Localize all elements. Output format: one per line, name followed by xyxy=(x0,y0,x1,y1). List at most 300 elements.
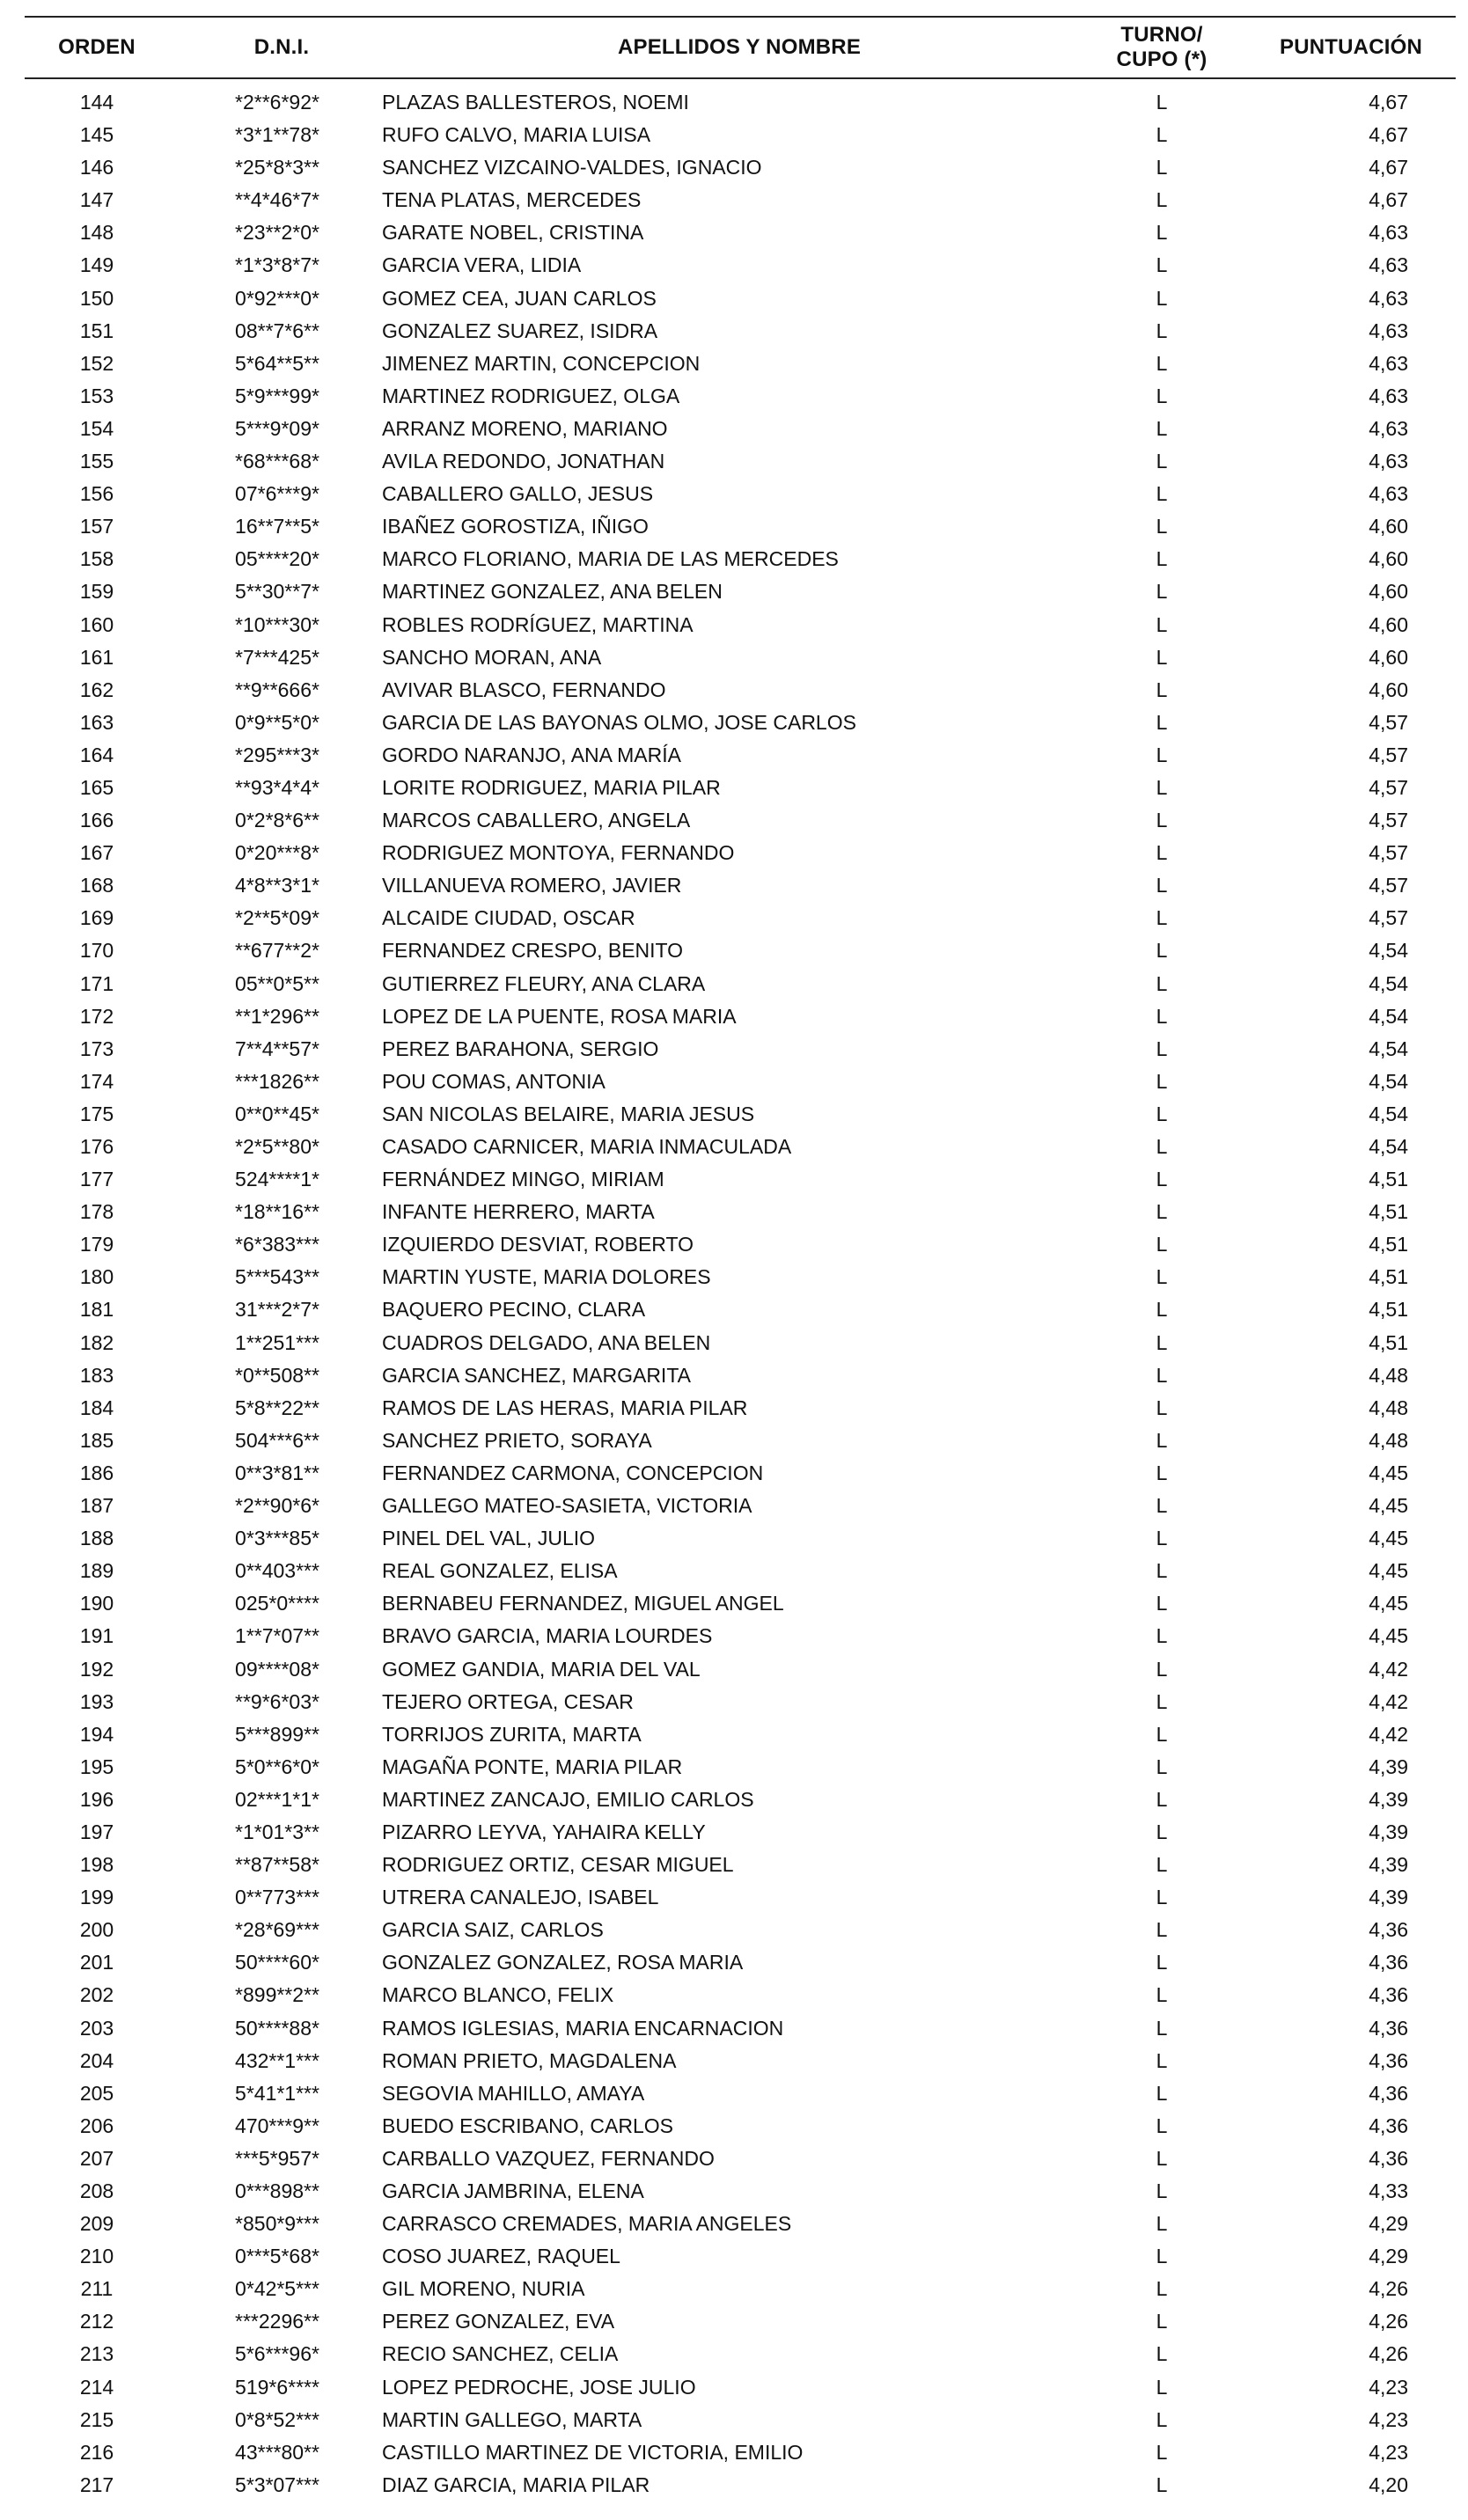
table-row xyxy=(0,1653,1468,1686)
cell-turno: L xyxy=(1156,547,1168,571)
cell-puntuacion: 4,51 xyxy=(1369,1168,1408,1191)
cell-puntuacion: 4,51 xyxy=(1369,1200,1408,1224)
cell-nombre: TENA PLATAS, MERCEDES xyxy=(382,188,642,212)
cell-orden: 192 xyxy=(79,1657,114,1681)
table-row xyxy=(0,1979,1468,2011)
cell-nombre: IZQUIERDO DESVIAT, ROBERTO xyxy=(382,1233,694,1256)
cell-nombre: RECIO SANCHEZ, CELIA xyxy=(382,2342,619,2366)
cell-nombre: MARCO FLORIANO, MARIA DE LAS MERCEDES xyxy=(382,547,839,571)
cell-nombre: VILLANUEVA ROMERO, JAVIER xyxy=(382,874,682,897)
cell-nombre: BUEDO ESCRIBANO, CARLOS xyxy=(382,2113,674,2137)
table-row xyxy=(0,1327,1468,1359)
cell-orden: 168 xyxy=(79,874,114,897)
table-row xyxy=(0,2012,1468,2045)
cell-puntuacion: 4,63 xyxy=(1369,482,1408,506)
table-row xyxy=(0,1293,1468,1326)
cell-orden: 148 xyxy=(79,221,114,245)
cell-turno: L xyxy=(1156,1886,1168,1909)
cell-puntuacion: 4,57 xyxy=(1369,809,1408,832)
cell-nombre: CASADO CARNICER, MARIA INMACULADA xyxy=(382,1135,792,1158)
cell-dni: 5*6***96* xyxy=(235,2342,319,2366)
cell-dni: *2**90*6* xyxy=(235,1494,319,1518)
table-row xyxy=(0,1914,1468,1946)
cell-nombre: LORITE RODRIGUEZ, MARIA PILAR xyxy=(382,775,721,799)
table-row xyxy=(0,902,1468,934)
cell-nombre: REAL GONZALEZ, ELISA xyxy=(382,1559,618,1583)
cell-puntuacion: 4,57 xyxy=(1369,710,1408,734)
cell-dni: 0**3*81** xyxy=(235,1461,319,1484)
table-row xyxy=(0,2045,1468,2077)
cell-puntuacion: 4,60 xyxy=(1369,612,1408,636)
cell-puntuacion: 4,51 xyxy=(1369,1298,1408,1322)
cell-puntuacion: 4,51 xyxy=(1369,1233,1408,1256)
cell-dni: *7***425* xyxy=(235,645,319,669)
cell-orden: 162 xyxy=(79,678,114,701)
cell-puntuacion: 4,54 xyxy=(1369,939,1408,963)
cell-dni: 5*41*1*** xyxy=(235,2081,319,2105)
cell-turno: L xyxy=(1156,1298,1168,1322)
table-row xyxy=(0,1620,1468,1652)
cell-nombre: ROMAN PRIETO, MAGDALENA xyxy=(382,2048,677,2072)
cell-orden: 209 xyxy=(79,2212,114,2236)
cell-turno: L xyxy=(1156,1787,1168,1811)
cell-orden: 198 xyxy=(79,1853,114,1877)
cell-orden: 182 xyxy=(79,1330,114,1354)
table-header xyxy=(0,18,1468,77)
cell-orden: 183 xyxy=(79,1363,114,1387)
cell-dni: *6*383*** xyxy=(235,1233,319,1256)
cell-turno: L xyxy=(1156,450,1168,473)
cell-turno: L xyxy=(1156,1428,1168,1452)
table-row xyxy=(0,86,1468,119)
cell-orden: 156 xyxy=(79,482,114,506)
cell-puntuacion: 4,36 xyxy=(1369,2016,1408,2040)
cell-dni: 1**251*** xyxy=(235,1330,319,1354)
cell-dni: 5***543** xyxy=(235,1265,319,1289)
cell-dni: *850*9*** xyxy=(235,2212,319,2236)
cell-turno: L xyxy=(1156,253,1168,277)
cell-orden: 170 xyxy=(79,939,114,963)
cell-turno: L xyxy=(1156,939,1168,963)
table-row xyxy=(0,216,1468,249)
cell-orden: 167 xyxy=(79,841,114,865)
cell-orden: 193 xyxy=(79,1689,114,1713)
table-row xyxy=(0,2208,1468,2240)
cell-dni: 5*9***99* xyxy=(235,384,319,407)
cell-turno: L xyxy=(1156,319,1168,342)
cell-dni: 0**403*** xyxy=(235,1559,319,1583)
table-row xyxy=(0,2371,1468,2404)
cell-turno: L xyxy=(1156,1754,1168,1778)
cell-nombre: GARCIA SAIZ, CARLOS xyxy=(382,1918,604,1942)
table-row xyxy=(0,510,1468,543)
cell-nombre: SEGOVIA MAHILLO, AMAYA xyxy=(382,2081,645,2105)
table-row xyxy=(0,184,1468,216)
cell-puntuacion: 4,23 xyxy=(1369,2407,1408,2431)
cell-puntuacion: 4,36 xyxy=(1369,2081,1408,2105)
cell-nombre: CARBALLO VAZQUEZ, FERNANDO xyxy=(382,2146,715,2170)
cell-turno: L xyxy=(1156,580,1168,604)
cell-orden: 177 xyxy=(79,1168,114,1191)
cell-turno: L xyxy=(1156,971,1168,995)
cell-dni: *899**2** xyxy=(235,1983,319,2007)
table-row xyxy=(0,2305,1468,2338)
cell-turno: L xyxy=(1156,2472,1168,2496)
cell-orden: 147 xyxy=(79,188,114,212)
cell-turno: L xyxy=(1156,743,1168,766)
cell-nombre: MAGAÑA PONTE, MARIA PILAR xyxy=(382,1754,683,1778)
cell-puntuacion: 4,57 xyxy=(1369,775,1408,799)
cell-dni: 5***899** xyxy=(235,1722,319,1746)
cell-turno: L xyxy=(1156,1722,1168,1746)
cell-puntuacion: 4,26 xyxy=(1369,2342,1408,2366)
table-row xyxy=(0,2077,1468,2110)
cell-puntuacion: 4,54 xyxy=(1369,971,1408,995)
cell-orden: 187 xyxy=(79,1494,114,1518)
cell-orden: 202 xyxy=(79,1983,114,2007)
cell-orden: 185 xyxy=(79,1428,114,1452)
cell-puntuacion: 4,36 xyxy=(1369,1951,1408,1974)
table-row xyxy=(0,249,1468,282)
cell-orden: 194 xyxy=(79,1722,114,1746)
cell-dni: 0*2*8*6** xyxy=(235,809,319,832)
table-row xyxy=(0,772,1468,804)
table-row xyxy=(0,1163,1468,1196)
cell-nombre: GORDO NARANJO, ANA MARÍA xyxy=(382,743,681,766)
cell-turno: L xyxy=(1156,1363,1168,1387)
table-row xyxy=(0,674,1468,707)
cell-dni: **677**2* xyxy=(235,939,319,963)
cell-turno: L xyxy=(1156,1820,1168,1843)
table-row xyxy=(0,1816,1468,1849)
cell-nombre: PINEL DEL VAL, JULIO xyxy=(382,1527,596,1550)
cell-orden: 154 xyxy=(79,416,114,440)
cell-dni: 4*8**3*1* xyxy=(235,874,319,897)
cell-puntuacion: 4,23 xyxy=(1369,2440,1408,2464)
cell-nombre: TEJERO ORTEGA, CESAR xyxy=(382,1689,634,1713)
cell-turno: L xyxy=(1156,2245,1168,2268)
table-row xyxy=(0,1131,1468,1163)
cell-turno: L xyxy=(1156,645,1168,669)
cell-nombre: MARCO BLANCO, FELIX xyxy=(382,1983,614,2007)
cell-orden: 149 xyxy=(79,253,114,277)
table-row xyxy=(0,1555,1468,1587)
cell-nombre: GOMEZ CEA, JUAN CARLOS xyxy=(382,286,657,310)
cell-nombre: MARCOS CABALLERO, ANGELA xyxy=(382,809,691,832)
cell-turno: L xyxy=(1156,2212,1168,2236)
cell-puntuacion: 4,39 xyxy=(1369,1787,1408,1811)
cell-turno: L xyxy=(1156,416,1168,440)
table-row xyxy=(0,543,1468,575)
cell-nombre: GONZALEZ GONZALEZ, ROSA MARIA xyxy=(382,1951,744,1974)
cell-puntuacion: 4,48 xyxy=(1369,1428,1408,1452)
cell-nombre: PLAZAS BALLESTEROS, NOEMI xyxy=(382,91,689,114)
table-row xyxy=(0,282,1468,315)
cell-nombre: MARTINEZ GONZALEZ, ANA BELEN xyxy=(382,580,723,604)
cell-turno: L xyxy=(1156,1461,1168,1484)
cell-dni: 0*3***85* xyxy=(235,1527,319,1550)
cell-orden: 157 xyxy=(79,515,114,538)
table-row xyxy=(0,1261,1468,1293)
cell-dni: 5*3*07*** xyxy=(235,2472,319,2496)
cell-puntuacion: 4,51 xyxy=(1369,1265,1408,1289)
table-row xyxy=(0,1098,1468,1131)
cell-dni: *0**508** xyxy=(235,1363,319,1387)
cell-dni: 470***9** xyxy=(235,2113,319,2137)
cell-nombre: COSO JUAREZ, RAQUEL xyxy=(382,2245,620,2268)
cell-nombre: PEREZ BARAHONA, SERGIO xyxy=(382,1037,659,1060)
table-row xyxy=(0,445,1468,478)
table-row xyxy=(0,1196,1468,1228)
cell-puntuacion: 4,54 xyxy=(1369,1069,1408,1093)
cell-dni: 5***9*09* xyxy=(235,416,319,440)
cell-nombre: DIAZ GARCIA, MARIA PILAR xyxy=(382,2472,650,2496)
cell-nombre: RUFO CALVO, MARIA LUISA xyxy=(382,123,651,147)
cell-turno: L xyxy=(1156,2146,1168,2170)
table-body xyxy=(0,86,1468,2502)
cell-puntuacion: 4,60 xyxy=(1369,547,1408,571)
cell-dni: **93*4*4* xyxy=(235,775,319,799)
cell-puntuacion: 4,54 xyxy=(1369,1135,1408,1158)
cell-nombre: GARCIA SANCHEZ, MARGARITA xyxy=(382,1363,692,1387)
cell-nombre: GONZALEZ SUAREZ, ISIDRA xyxy=(382,319,658,342)
cell-turno: L xyxy=(1156,906,1168,930)
cell-dni: *28*69*** xyxy=(235,1918,319,1942)
cell-orden: 175 xyxy=(79,1102,114,1125)
cell-dni: *1*01*3** xyxy=(235,1820,319,1843)
table-row xyxy=(0,575,1468,608)
cell-orden: 186 xyxy=(79,1461,114,1484)
cell-turno: L xyxy=(1156,678,1168,701)
cell-nombre: SANCHEZ VIZCAINO-VALDES, IGNACIO xyxy=(382,156,762,179)
cell-dni: **9**666* xyxy=(235,678,319,701)
cell-nombre: GIL MORENO, NURIA xyxy=(382,2277,585,2301)
cell-puntuacion: 4,63 xyxy=(1369,286,1408,310)
cell-turno: L xyxy=(1156,1689,1168,1713)
cell-nombre: ALCAIDE CIUDAD, OSCAR xyxy=(382,906,635,930)
cell-puntuacion: 4,63 xyxy=(1369,351,1408,375)
cell-turno: L xyxy=(1156,710,1168,734)
cell-dni: 432**1*** xyxy=(235,2048,319,2072)
cell-puntuacion: 4,57 xyxy=(1369,874,1408,897)
cell-turno: L xyxy=(1156,2407,1168,2431)
cell-nombre: SANCHO MORAN, ANA xyxy=(382,645,602,669)
cell-orden: 164 xyxy=(79,743,114,766)
cell-turno: L xyxy=(1156,2310,1168,2333)
cell-orden: 205 xyxy=(79,2081,114,2105)
table-row xyxy=(0,315,1468,348)
table-row xyxy=(0,1392,1468,1425)
cell-nombre: GARCIA VERA, LIDIA xyxy=(382,253,582,277)
table-row xyxy=(0,1587,1468,1620)
cell-dni: *2**6*92* xyxy=(235,91,319,114)
cell-turno: L xyxy=(1156,1233,1168,1256)
cell-dni: 519*6**** xyxy=(235,2375,319,2399)
cell-dni: 05****20* xyxy=(235,547,319,571)
cell-puntuacion: 4,67 xyxy=(1369,188,1408,212)
cell-nombre: MARTINEZ RODRIGUEZ, OLGA xyxy=(382,384,680,407)
cell-nombre: BAQUERO PECINO, CLARA xyxy=(382,1298,646,1322)
cell-nombre: AVILA REDONDO, JONATHAN xyxy=(382,450,665,473)
cell-orden: 200 xyxy=(79,1918,114,1942)
cell-turno: L xyxy=(1156,1592,1168,1615)
cell-nombre: GALLEGO MATEO-SASIETA, VICTORIA xyxy=(382,1494,752,1518)
cell-dni: *23**2*0* xyxy=(235,221,319,245)
cell-turno: L xyxy=(1156,156,1168,179)
cell-orden: 217 xyxy=(79,2472,114,2496)
cell-orden: 161 xyxy=(79,645,114,669)
cell-dni: 16**7**5* xyxy=(235,515,319,538)
cell-puntuacion: 4,36 xyxy=(1369,2146,1408,2170)
cell-orden: 153 xyxy=(79,384,114,407)
cell-turno: L xyxy=(1156,1624,1168,1648)
cell-turno: L xyxy=(1156,809,1168,832)
cell-turno: L xyxy=(1156,1657,1168,1681)
table-row xyxy=(0,1946,1468,1979)
cell-nombre: FERNANDEZ CARMONA, CONCEPCION xyxy=(382,1461,764,1484)
table-row xyxy=(0,804,1468,837)
cell-turno: L xyxy=(1156,1330,1168,1354)
cell-dni: 05**0*5** xyxy=(235,971,319,995)
cell-nombre: TORRIJOS ZURITA, MARTA xyxy=(382,1722,642,1746)
table-row xyxy=(0,1000,1468,1033)
cell-nombre: CABALLERO GALLO, JESUS xyxy=(382,482,654,506)
cell-nombre: GARATE NOBEL, CRISTINA xyxy=(382,221,644,245)
cell-turno: L xyxy=(1156,1102,1168,1125)
cell-puntuacion: 4,60 xyxy=(1369,515,1408,538)
table-row xyxy=(0,2240,1468,2273)
table-row xyxy=(0,1425,1468,1457)
cell-puntuacion: 4,29 xyxy=(1369,2245,1408,2268)
table-row xyxy=(0,1718,1468,1751)
cell-dni: 0***5*68* xyxy=(235,2245,319,2268)
table-row xyxy=(0,1033,1468,1066)
cell-dni: 5*0**6*0* xyxy=(235,1754,319,1778)
cell-turno: L xyxy=(1156,2440,1168,2464)
header-turno xyxy=(1100,18,1223,77)
cell-orden: 208 xyxy=(79,2179,114,2202)
cell-nombre: AVIVAR BLASCO, FERNANDO xyxy=(382,678,666,701)
cell-turno: L xyxy=(1156,221,1168,245)
cell-orden: 216 xyxy=(79,2440,114,2464)
cell-dni: 5**30**7* xyxy=(235,580,319,604)
cell-orden: 195 xyxy=(79,1754,114,1778)
cell-puntuacion: 4,57 xyxy=(1369,906,1408,930)
cell-nombre: UTRERA CANALEJO, ISABEL xyxy=(382,1886,659,1909)
cell-orden: 150 xyxy=(79,286,114,310)
cell-puntuacion: 4,45 xyxy=(1369,1559,1408,1583)
cell-orden: 212 xyxy=(79,2310,114,2333)
cell-puntuacion: 4,33 xyxy=(1369,2179,1408,2202)
cell-nombre: CARRASCO CREMADES, MARIA ANGELES xyxy=(382,2212,792,2236)
cell-orden: 174 xyxy=(79,1069,114,1093)
cell-turno: L xyxy=(1156,1918,1168,1942)
cell-puntuacion: 4,48 xyxy=(1369,1363,1408,1387)
cell-nombre: MARTINEZ ZANCAJO, EMILIO CARLOS xyxy=(382,1787,754,1811)
cell-puntuacion: 4,54 xyxy=(1369,1102,1408,1125)
table-row xyxy=(0,1849,1468,1881)
cell-dni: 43***80** xyxy=(235,2440,319,2464)
cell-puntuacion: 4,54 xyxy=(1369,1037,1408,1060)
cell-orden: 171 xyxy=(79,971,114,995)
cell-orden: 189 xyxy=(79,1559,114,1583)
cell-turno: L xyxy=(1156,1527,1168,1550)
cell-orden: 180 xyxy=(79,1265,114,1289)
cell-turno: L xyxy=(1156,1396,1168,1419)
header-bottom-rule xyxy=(25,77,1456,79)
cell-orden: 176 xyxy=(79,1135,114,1158)
cell-nombre: BERNABEU FERNANDEZ, MIGUEL ANGEL xyxy=(382,1592,784,1615)
table-row xyxy=(0,1751,1468,1784)
cell-nombre: RODRIGUEZ ORTIZ, CESAR MIGUEL xyxy=(382,1853,734,1877)
cell-dni: 09****08* xyxy=(235,1657,319,1681)
cell-dni: *25*8*3** xyxy=(235,156,319,179)
cell-turno: L xyxy=(1156,384,1168,407)
cell-orden: 197 xyxy=(79,1820,114,1843)
cell-orden: 211 xyxy=(80,2277,114,2301)
cell-puntuacion: 4,63 xyxy=(1369,319,1408,342)
cell-turno: L xyxy=(1156,351,1168,375)
table-row xyxy=(0,2436,1468,2469)
cell-turno: L xyxy=(1156,1069,1168,1093)
table-row xyxy=(0,478,1468,510)
cell-dni: **87**58* xyxy=(235,1853,319,1877)
cell-dni: *3*1**78* xyxy=(235,123,319,147)
cell-orden: 159 xyxy=(79,580,114,604)
cell-nombre: FERNANDEZ CRESPO, BENITO xyxy=(382,939,684,963)
cell-orden: 158 xyxy=(79,547,114,571)
cell-turno: L xyxy=(1156,2016,1168,2040)
cell-dni: 31***2*7* xyxy=(235,1298,319,1322)
cell-orden: 203 xyxy=(79,2016,114,2040)
header-nombre: APELLIDOS Y NOMBRE xyxy=(617,35,862,59)
cell-dni: 0*20***8* xyxy=(235,841,319,865)
table-row xyxy=(0,151,1468,184)
cell-orden: 155 xyxy=(79,450,114,473)
cell-puntuacion: 4,54 xyxy=(1369,1004,1408,1028)
cell-puntuacion: 4,51 xyxy=(1369,1330,1408,1354)
cell-dni: 02***1*1* xyxy=(235,1787,319,1811)
cell-dni: 0*42*5*** xyxy=(235,2277,319,2301)
cell-nombre: GARCIA JAMBRINA, ELENA xyxy=(382,2179,644,2202)
cell-orden: 191 xyxy=(79,1624,114,1648)
cell-puntuacion: 4,57 xyxy=(1369,841,1408,865)
cell-orden: 144 xyxy=(79,91,114,114)
cell-nombre: GARCIA DE LAS BAYONAS OLMO, JOSE CARLOS xyxy=(382,710,856,734)
cell-orden: 184 xyxy=(79,1396,114,1419)
table-row xyxy=(0,837,1468,869)
cell-puntuacion: 4,45 xyxy=(1369,1527,1408,1550)
cell-puntuacion: 4,60 xyxy=(1369,580,1408,604)
cell-dni: *1*3*8*7* xyxy=(235,253,319,277)
table-row xyxy=(0,1784,1468,1816)
cell-nombre: CASTILLO MARTINEZ DE VICTORIA, EMILIO xyxy=(382,2440,804,2464)
table-row xyxy=(0,2175,1468,2208)
cell-nombre: RODRIGUEZ MONTOYA, FERNANDO xyxy=(382,841,735,865)
table-row xyxy=(0,707,1468,739)
cell-orden: 210 xyxy=(79,2245,114,2268)
cell-nombre: SAN NICOLAS BELAIRE, MARIA JESUS xyxy=(382,1102,755,1125)
cell-nombre: BRAVO GARCIA, MARIA LOURDES xyxy=(382,1624,713,1648)
cell-puntuacion: 4,39 xyxy=(1369,1886,1408,1909)
cell-puntuacion: 4,63 xyxy=(1369,416,1408,440)
cell-dni: 504***6** xyxy=(235,1428,319,1452)
table-row xyxy=(0,641,1468,674)
cell-nombre: MARTIN GALLEGO, MARTA xyxy=(382,2407,642,2431)
cell-turno: L xyxy=(1156,1265,1168,1289)
cell-dni: 50****88* xyxy=(235,2016,319,2040)
cell-turno: L xyxy=(1156,1983,1168,2007)
